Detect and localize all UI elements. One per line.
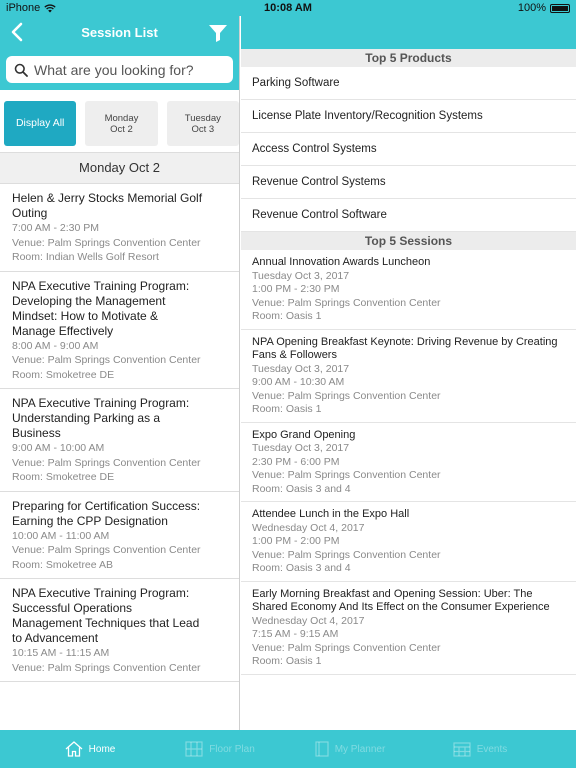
tab-label: Home [88,743,116,755]
session-venue: Venue: Palm Springs Convention Center [12,661,201,674]
day-filter-tuesday[interactable] [167,101,239,146]
tab-label: Floor Plan [209,743,255,755]
session-date: Wednesday Oct 4, 2017 [252,521,365,534]
session-date: Tuesday Oct 3, 2017 [252,442,350,454]
session-title: Expo Grand Opening [252,428,356,441]
top-session-item[interactable] [241,423,576,503]
session-list-pane [0,16,240,730]
session-venue: Venue: Palm Springs Convention Center [12,236,201,249]
session-item[interactable] [0,389,239,492]
search-input[interactable] [6,56,233,83]
session-venue: Venue: Palm Springs Convention Center [252,641,441,654]
day-filter-date: Oct 3 [191,123,215,135]
day-section-header: Monday Oct 2 [0,152,239,184]
session-time: 2:30 PM - 6:00 PM [252,455,340,468]
session-list [0,184,239,682]
session-item[interactable] [0,492,239,580]
day-filter-label: Monday [104,112,139,124]
search-placeholder: What are you looking for? [34,61,194,78]
search-bar [0,49,239,90]
tab-events[interactable] [415,730,545,768]
session-venue: Venue: Palm Springs Convention Center [12,544,201,556]
session-date: Tuesday Oct 3, 2017 [252,269,350,282]
product-item[interactable]: Parking Software [241,67,576,100]
session-venue: Venue: Palm Springs Convention Center [252,548,441,561]
session-room: Room: Smoketree DE [12,471,115,483]
product-item[interactable]: License Plate Inventory/Recognition Systems [241,100,576,133]
session-date: Tuesday Oct 3, 2017 [252,362,350,375]
session-time: 7:15 AM - 9:15 AM [252,628,339,640]
day-filter-bar [0,90,239,152]
search-icon [14,63,28,77]
session-time: 7:00 AM - 2:30 PM [12,222,99,234]
sessions-section-header: Top 5 Sessions [241,232,576,250]
session-room: Room: Oasis 1 [252,655,322,667]
day-filter-monday[interactable] [85,101,157,146]
session-title: Annual Innovation Awards Luncheon [252,256,431,268]
session-venue: Venue: Palm Springs Convention Center [252,469,441,481]
status-bar [0,0,576,16]
top-session-item[interactable] [241,330,576,423]
session-time: 10:15 AM - 11:15 AM [12,647,110,659]
session-item[interactable] [0,579,239,682]
session-item[interactable] [0,184,239,272]
session-time: 1:00 PM - 2:30 PM [252,283,340,295]
map-icon [185,741,203,757]
page-title: Session List [81,25,158,40]
session-title: Early Morning Breakfast and Opening Session: Uber: The Shared Economy And Its Effect on the Consumer Experience [252,587,550,613]
day-filter-label: Tuesday [184,112,221,124]
session-room: Room: Oasis 1 [252,403,322,415]
session-room: Room: Smoketree AB [12,558,113,571]
top-session-item[interactable] [241,502,576,582]
session-room: Room: Indian Wells Golf Resort [12,251,159,263]
session-title: Preparing for Certification Success: Earning the CPP Designation [12,498,201,528]
home-icon [65,741,83,757]
session-venue: Venue: Palm Springs Convention Center [12,456,201,469]
top-session-item[interactable] [241,582,576,675]
session-venue: Venue: Palm Springs Convention Center [12,354,201,366]
session-title: NPA Opening Breakfast Keynote: Driving Revenue by Creating Fans & Followers [252,335,558,361]
session-room: Room: Oasis 1 [252,310,322,322]
planner-icon [315,741,329,757]
dashboard-pane [241,16,576,730]
session-item[interactable] [0,272,239,390]
product-item[interactable]: Revenue Control Software [241,199,576,232]
battery-icon [550,4,570,13]
tab-my-planner[interactable] [285,730,415,768]
session-room: Room: Oasis 3 and 4 [252,482,351,495]
clock: 10:08 AM [264,2,312,14]
day-filter-label: Display All [15,117,65,129]
carrier-label: iPhone [6,2,41,14]
session-time: 10:00 AM - 11:00 AM [12,529,110,542]
filter-icon[interactable] [207,22,229,44]
tab-floor-plan[interactable] [155,730,285,768]
session-date: Wednesday Oct 4, 2017 [252,614,365,627]
tab-home[interactable] [25,730,155,768]
session-venue: Venue: Palm Springs Convention Center [252,389,441,402]
session-time: 9:00 AM - 10:30 AM [252,376,345,388]
day-filter-date: Oct 2 [110,123,133,135]
tab-label: My Planner [334,743,386,755]
session-room: Room: Oasis 3 and 4 [252,562,351,574]
session-room: Room: Smoketree DE [12,368,115,381]
tab-label: Events [476,743,508,755]
session-venue: Venue: Palm Springs Convention Center [252,296,441,309]
products-section-header: Top 5 Products [241,49,576,67]
day-filter-display-all[interactable] [4,101,76,146]
product-item[interactable]: Access Control Systems [241,133,576,166]
session-title: NPA Executive Training Program: Successful Operations Management Techniques that Lead to Advancement [12,586,200,645]
nav-bar [0,16,239,49]
detail-nav-bar [241,16,576,49]
battery-status [518,2,570,14]
product-item[interactable]: Revenue Control Systems [241,166,576,199]
session-time: 8:00 AM - 9:00 AM [12,339,99,352]
session-time: 1:00 PM - 2:00 PM [252,535,340,547]
session-title: NPA Executive Training Program: Developing the Management Mindset: How to Motivate & Manage Effectively [12,278,190,338]
session-title: Helen & Jerry Stocks Memorial Golf Outing [12,191,203,220]
top-session-item[interactable] [241,250,576,330]
tab-bar [0,730,576,768]
calendar-icon [453,741,471,757]
session-time: 9:00 AM - 10:00 AM [12,442,105,454]
session-title: Attendee Lunch in the Expo Hall [252,508,410,520]
battery-percent: 100% [517,2,546,14]
session-title: NPA Executive Training Program: Understanding Parking as a Business [12,396,190,440]
